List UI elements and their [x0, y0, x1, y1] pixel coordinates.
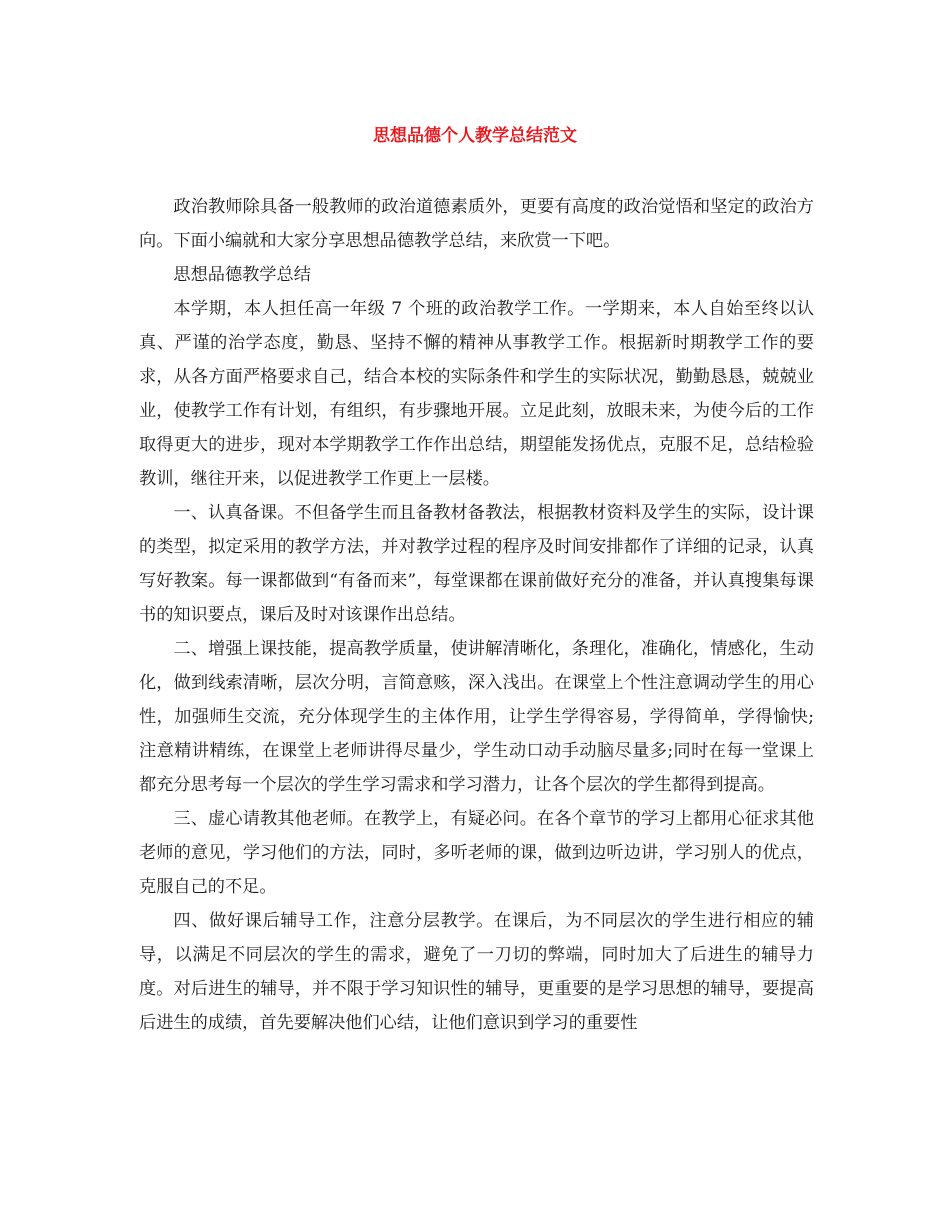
section-heading: 思想品德教学总结: [173, 265, 311, 285]
paragraph-point-2: 二、增强上课技能，提高教学质量，使讲解清晰化，条理化，准确化，情感化，生动化，做到线索清晰，层次分明，言简意赅，深入浅出。在课堂上个性注意调动学生的用心性，加强师生交流，充分体现学生的主体作用，让学生学得容易，学得简单，学得愉快;注意精讲精练，在课堂上老师讲得尽量少，学生动口动手动脑尽量多;同时在每一堂课上都充分思考每一个层次的学生学习需求和学习潜力，让各个层次的学生都得到提高。: [139, 639, 814, 795]
paragraph-intro: 政治教师除具备一般教师的政治道德素质外，更要有高度的政治觉悟和坚定的政治方向。下面小编就和大家分享思想品德教学总结，来欣赏一下吧。: [139, 197, 814, 251]
document-title: 思想品德个人教学总结范文: [373, 126, 577, 146]
paragraph-point-1: 一、认真备课。不但备学生而且备教材备教法，根据教材资料及学生的实际，设计课的类型，拟定采用的教学方法，并对教学过程的程序及时间安排都作了详细的记录，认真写好教案。每一课都做到“有备而来”，每堂课都在课前做好充分的准备，并认真搜集每课书的知识要点，课后及时对该课作出总结。: [139, 503, 814, 625]
paragraph-point-4: 四、做好课后辅导工作，注意分层教学。在课后，为不同层次的学生进行相应的辅导，以满足不同层次的学生的需求，避免了一刀切的弊端，同时加大了后进生的辅导力度。对后进生的辅导，并不限于学习知识性的辅导，更重要的是学习思想的辅导，要提高后进生的成绩，首先要解决他们心结，让他们意识到学习的重要性: [139, 911, 814, 1033]
paragraph-point-3: 三、虚心请教其他老师。在教学上，有疑必问。在各个章节的学习上都用心征求其他老师的意见，学习他们的方法，同时，多听老师的课，做到边听边讲，学习别人的优点，克服自己的不足。: [139, 809, 814, 897]
document-body: [139, 190, 814, 1040]
paragraph-overview: 本学期，本人担任高一年级 7 个班的政治教学工作。一学期来，本人自始至终以认真、严谨的治学态度，勤恳、坚持不懈的精神从事教学工作。根据新时期教学工作的要求，从各方面严格要求自己，结合本校的实际条件和学生的实际状况，勤勤恳恳，兢兢业业，使教学工作有计划，有组织，有步骤地开展。立足此刻，放眼未来，为使今后的工作取得更大的进步，现对本学期教学工作作出总结，期望能发扬优点，克服不足，总结检验教训，继往开来，以促进教学工作更上一层楼。: [139, 299, 814, 489]
